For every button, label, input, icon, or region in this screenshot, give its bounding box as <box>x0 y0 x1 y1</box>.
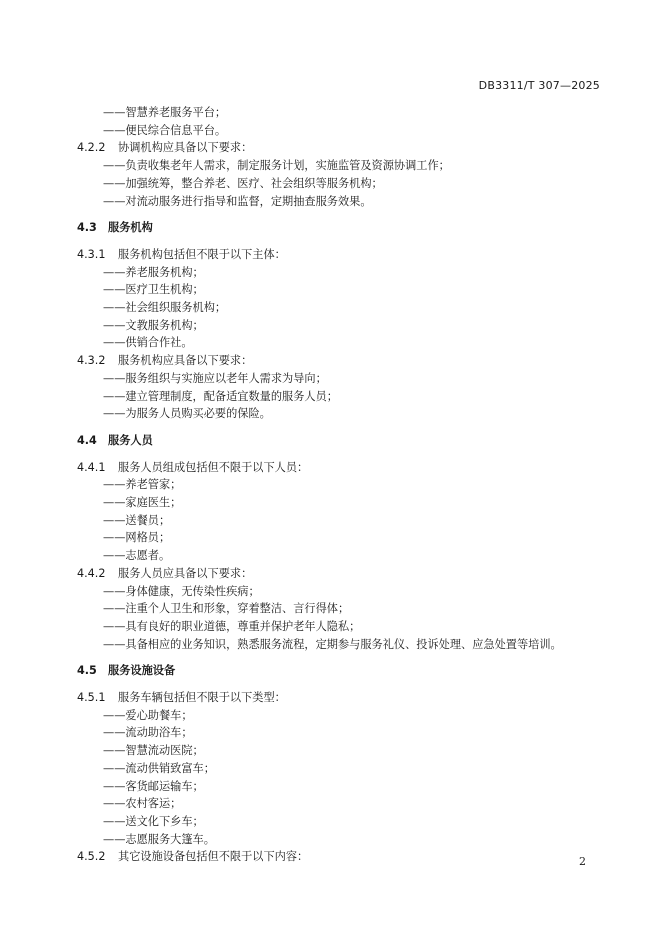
list-item <box>103 760 215 777</box>
clause-number: 4.3.1 <box>77 247 106 261</box>
line-text: ——建立管理制度，配备适宜数量的服务人员； <box>103 389 338 403</box>
clause-line <box>77 139 252 156</box>
line-text: 服务机构应具备以下要求： <box>118 354 253 368</box>
line-text: ——网格员； <box>103 531 171 545</box>
line-text: 服务机构 <box>108 221 153 235</box>
line-text: 服务人员组成包括但不限于以下人员： <box>118 460 309 474</box>
line-text: ——社会组织服务机构； <box>103 301 227 314</box>
line-text: ——文教服务机构； <box>103 318 204 332</box>
clause-number: 4.3.2 <box>77 354 106 368</box>
clause-number: 4.5 <box>77 664 97 678</box>
clause-number: 4.2.2 <box>77 141 106 155</box>
clause-number: 4.5.2 <box>77 850 106 864</box>
clause-number: 4.3 <box>77 221 97 235</box>
section-heading <box>77 219 153 236</box>
list-item <box>103 299 226 316</box>
clause-number: 4.4.2 <box>77 566 106 580</box>
line-text: ——农村客运； <box>103 797 182 811</box>
list-item <box>103 334 193 351</box>
list-item <box>103 547 170 564</box>
line-text: ——对流动服务进行指导和监督，定期抽查服务效果。 <box>103 194 372 208</box>
line-text: ——加强统筹，整合养老、医疗、社会组织等服务机构； <box>103 176 383 190</box>
line-text: ——身体健康，无传染性疾病； <box>103 584 260 598</box>
line-text: ——服务组织与实施应以老年人需求为导向； <box>103 371 327 385</box>
clause-line <box>77 689 286 706</box>
line-text: ——送餐员； <box>103 513 171 527</box>
line-text: ——爱心助餐车； <box>103 708 193 722</box>
list-item <box>103 512 170 529</box>
list-item <box>103 636 562 653</box>
line-text: ——便民综合信息平台。 <box>103 123 227 137</box>
line-text: 服务设施设备 <box>108 664 176 678</box>
line-text: ——流动供销致富车； <box>103 761 215 775</box>
line-text: ——为服务人员购买必要的保险。 <box>103 407 271 421</box>
list-item <box>103 831 215 848</box>
list-item <box>103 104 226 121</box>
list-item <box>103 193 372 210</box>
line-text: ——送文化下乡车； <box>103 814 204 828</box>
line-text: 服务人员 <box>108 433 153 447</box>
line-text: ——具有良好的职业道德，尊重并保护老年人隐私； <box>103 619 361 633</box>
line-text: ——家庭医生； <box>103 496 182 509</box>
page-number: 2 <box>579 855 586 868</box>
section-heading <box>77 662 175 679</box>
line-text: ——医疗卫生机构； <box>103 283 204 297</box>
clause-line <box>77 848 308 865</box>
list-item <box>103 583 260 600</box>
line-text: ——客货邮运输车； <box>103 779 204 793</box>
line-text: ——养老服务机构； <box>103 265 204 279</box>
line-text: ——流动助浴车； <box>103 726 193 740</box>
list-item <box>103 813 204 830</box>
clause-number: 4.4.1 <box>77 460 106 474</box>
list-item <box>103 795 181 812</box>
list-item <box>103 281 204 298</box>
line-text: 其它设施设备包括但不限于以下内容： <box>118 850 309 864</box>
list-item <box>103 370 327 387</box>
clause-line <box>77 459 308 476</box>
list-item <box>103 494 181 511</box>
list-item <box>103 157 450 174</box>
line-text: ——智慧养老服务平台； <box>103 106 227 119</box>
list-item <box>103 707 193 724</box>
line-text: ——养老管家； <box>103 478 182 492</box>
line-text: ——智慧流动医院； <box>103 744 204 758</box>
list-item <box>103 742 204 759</box>
list-item <box>103 724 193 741</box>
list-item <box>103 778 204 795</box>
document-code-header: DB3311/T 307—2025 <box>478 79 600 92</box>
line-text: ——具备相应的业务知识，熟悉服务流程，定期参与服务礼仪、投诉处理、应急处置等培训。 <box>103 637 562 651</box>
clause-line <box>77 352 252 369</box>
list-item <box>103 405 271 422</box>
line-text: 服务车辆包括但不限于以下类型： <box>118 691 286 704</box>
list-item <box>103 175 383 192</box>
list-item <box>103 264 204 281</box>
clause-number: 4.4 <box>77 433 97 447</box>
list-item <box>103 476 181 493</box>
list-item <box>103 122 226 139</box>
list-item <box>103 317 204 334</box>
clause-number: 4.5.1 <box>77 691 106 704</box>
line-text: ——供销合作社。 <box>103 336 193 350</box>
list-item <box>103 618 360 635</box>
line-text: ——负责收集老年人需求，制定服务计划，实施监管及资源协调工作； <box>103 159 450 173</box>
line-text: ——志愿者。 <box>103 549 171 563</box>
line-text: ——注重个人卫生和形象，穿着整洁、言行得体； <box>103 602 350 616</box>
list-item <box>103 600 349 617</box>
line-text: 服务机构包括但不限于以下主体： <box>118 247 286 261</box>
line-text: 服务人员应具备以下要求： <box>118 566 253 580</box>
clause-line <box>77 565 252 582</box>
line-text: ——志愿服务大篷车。 <box>103 832 215 846</box>
section-heading <box>77 432 153 449</box>
list-item <box>103 529 170 546</box>
list-item <box>103 388 338 405</box>
clause-line <box>77 246 286 263</box>
line-text: 协调机构应具备以下要求： <box>118 141 253 155</box>
